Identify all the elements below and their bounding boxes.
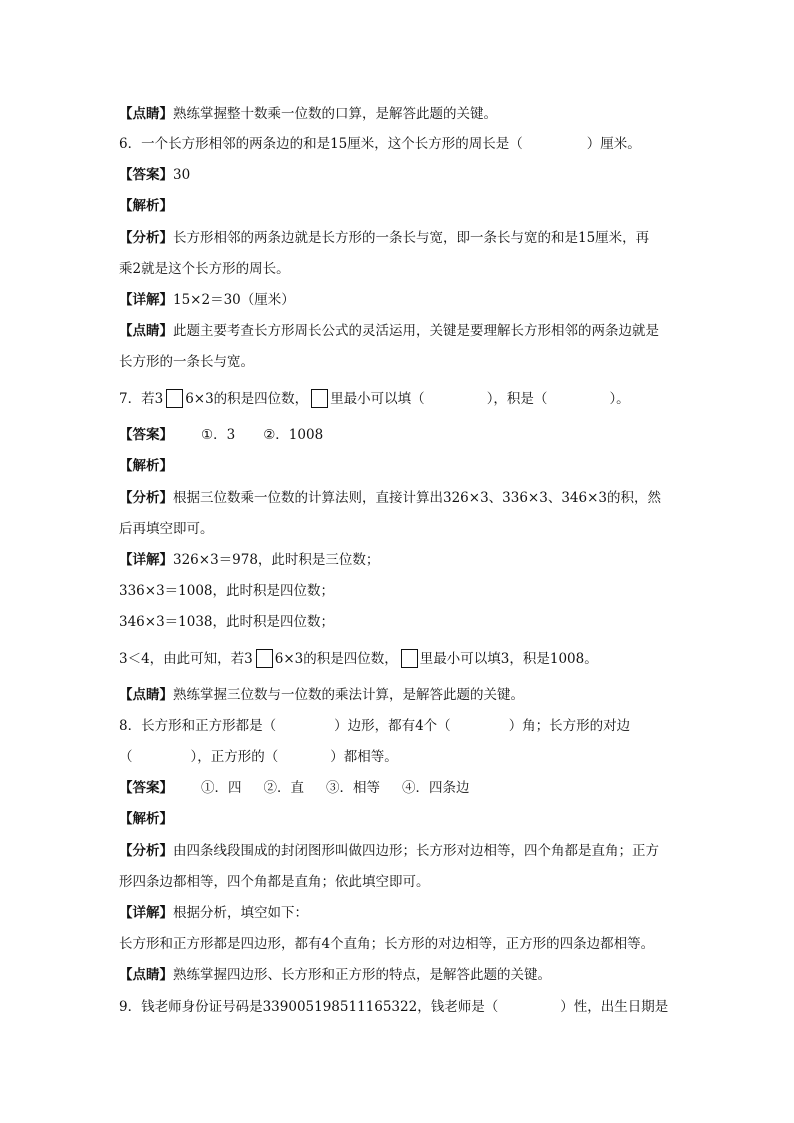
question-text: ）角；长方形的对边 [508,718,631,734]
answer-tag: 【答案】 [119,167,173,183]
q7-fenxi-line-1 [119,488,674,508]
answer-4: ④．四条边 [402,780,470,796]
q7-xiangjie-line-2 [119,581,674,601]
answer-1: ①．四 [201,780,242,796]
q6-fenxi-line-1 [119,228,674,248]
question-text: 里最小可以填（ [330,391,425,407]
question-8-line-2 [119,747,674,767]
q6-dianjing-line-1 [119,321,674,341]
q6-xiangjie-line [119,290,674,310]
digit-box [311,389,328,408]
dianjing-text-cont: 长方形的一条长与宽。 [119,354,254,370]
xiangjie-text: 6×3的积是四位数， [274,651,398,667]
fenxi-text: 根据三位数乘一位数的计算法则，直接计算出326×3、336×3、346×3的积，然 [173,490,662,506]
question-text-end: ）性，出生日期是 [560,999,669,1015]
dianjing-tag: 【点睛】 [119,687,173,703]
fenxi-text: 由四条线段围成的封闭图形叫做四边形；长方形对边相等，四个角都是直角；正方 [173,843,659,859]
fenxi-tag: 【分析】 [119,490,173,506]
question-number: 7． [119,391,142,407]
xiangjie-text: 15×2＝30（厘米） [173,292,295,308]
dianjing-text: 熟练掌握三位数与一位数的乘法计算，是解答此题的关键。 [173,687,524,703]
fenxi-text-cont: 乘2就是这个长方形的周长。 [119,261,290,277]
xiangjie-text: 346×3＝1038，此时积是四位数； [119,614,335,630]
answer-value: 30 [173,167,191,183]
question-6 [119,134,674,154]
q7-jiexi-line [119,456,674,476]
digit-box [166,389,183,408]
digit-box [401,649,418,668]
answer-1: ①．3 [201,427,236,443]
question-text: 6×3的积是四位数， [185,391,309,407]
question-text-end: ）。 [609,391,630,407]
fenxi-text-cont: 形四条边都相等，四个角都是直角；依此填空即可。 [119,874,430,890]
q8-fenxi-line-1 [119,841,674,861]
q7-xiangjie-line-4 [119,649,674,669]
question-text: ）都相等。 [330,749,398,765]
q7-xiangjie-line-1 [119,550,674,570]
question-text: ），积是（ [486,391,548,407]
q7-answer-line [119,425,674,445]
xiangjie-text: 里最小可以填3，积是1008。 [419,651,598,667]
xiangjie-text: 336×3＝1008，此时积是四位数； [119,583,335,599]
q8-answer-line [119,778,674,798]
q6-jiexi-line [119,196,674,216]
jiexi-tag: 【解析】 [119,198,173,214]
answer-2: ②．直 [263,780,304,796]
question-text: 钱老师身份证号码是339005198511165322，钱老师是（ [141,999,499,1015]
xiangjie-text: 3＜4，由此可知，若3 [119,651,253,667]
question-number: 8． [119,718,142,734]
dianjing-text: 熟练掌握整十数乘一位数的口算，是解答此题的关键。 [173,106,497,122]
dianjing-tag: 【点睛】 [119,106,173,122]
q8-xiangjie-line-1 [119,903,674,923]
xiangjie-text: 根据分析，填空如下： [173,905,308,921]
dianjing-text: 此题主要考查长方形周长公式的灵活运用，关键是要理解长方形相邻的两条边就是 [173,323,659,339]
answer-tag: 【答案】 [119,780,173,796]
xiangjie-tag: 【详解】 [119,552,173,568]
jiexi-tag: 【解析】 [119,458,173,474]
question-text: （ [119,749,133,765]
fenxi-tag: 【分析】 [119,843,173,859]
question-text: 长方形和正方形都是（ [141,718,277,734]
q5-dianjing-line [119,104,674,124]
q8-dianjing-line [119,965,674,985]
q6-fenxi-line-2 [119,259,674,279]
xiangjie-tag: 【详解】 [119,292,173,308]
q8-xiangjie-line-2 [119,934,674,954]
xiangjie-tag: 【详解】 [119,905,173,921]
question-text: ）边形，都有4个（ [334,718,451,734]
question-text-end: ）厘米。 [586,136,641,152]
q7-fenxi-line-2 [119,519,674,539]
q8-jiexi-line [119,809,674,829]
dianjing-tag: 【点睛】 [119,967,173,983]
q6-dianjing-line-2 [119,352,674,372]
question-number: 6． [119,136,142,152]
answer-3: ③．相等 [326,780,380,796]
question-text: ），正方形的（ [190,749,279,765]
xiangjie-text: 长方形和正方形都是四边形，都有4个直角；长方形的对边相等，正方形的四条边都相等。 [119,936,655,952]
q7-xiangjie-line-3 [119,612,674,632]
question-text: 若3 [141,391,164,407]
digit-box [256,649,273,668]
q6-answer-line [119,165,674,185]
question-9 [119,997,674,1017]
question-8-line-1 [119,716,674,736]
question-7 [119,389,674,409]
q7-dianjing-line [119,685,674,705]
dianjing-tag: 【点睛】 [119,323,173,339]
fenxi-text-cont: 后再填空即可。 [119,521,214,537]
answer-2: ②．1008 [263,427,324,443]
q8-fenxi-line-2 [119,872,674,892]
question-text: 一个长方形相邻的两条边的和是15厘米，这个长方形的周长是（ [141,136,523,152]
jiexi-tag: 【解析】 [119,811,173,827]
question-number: 9． [119,999,142,1015]
answer-tag: 【答案】 [119,427,173,443]
xiangjie-text: 326×3＝978，此时积是三位数； [173,552,380,568]
fenxi-text: 长方形相邻的两条边就是长方形的一条长与宽，即一条长与宽的和是15厘米，再 [173,230,650,246]
fenxi-tag: 【分析】 [119,230,173,246]
dianjing-text: 熟练掌握四边形、长方形和正方形的特点，是解答此题的关键。 [173,967,551,983]
